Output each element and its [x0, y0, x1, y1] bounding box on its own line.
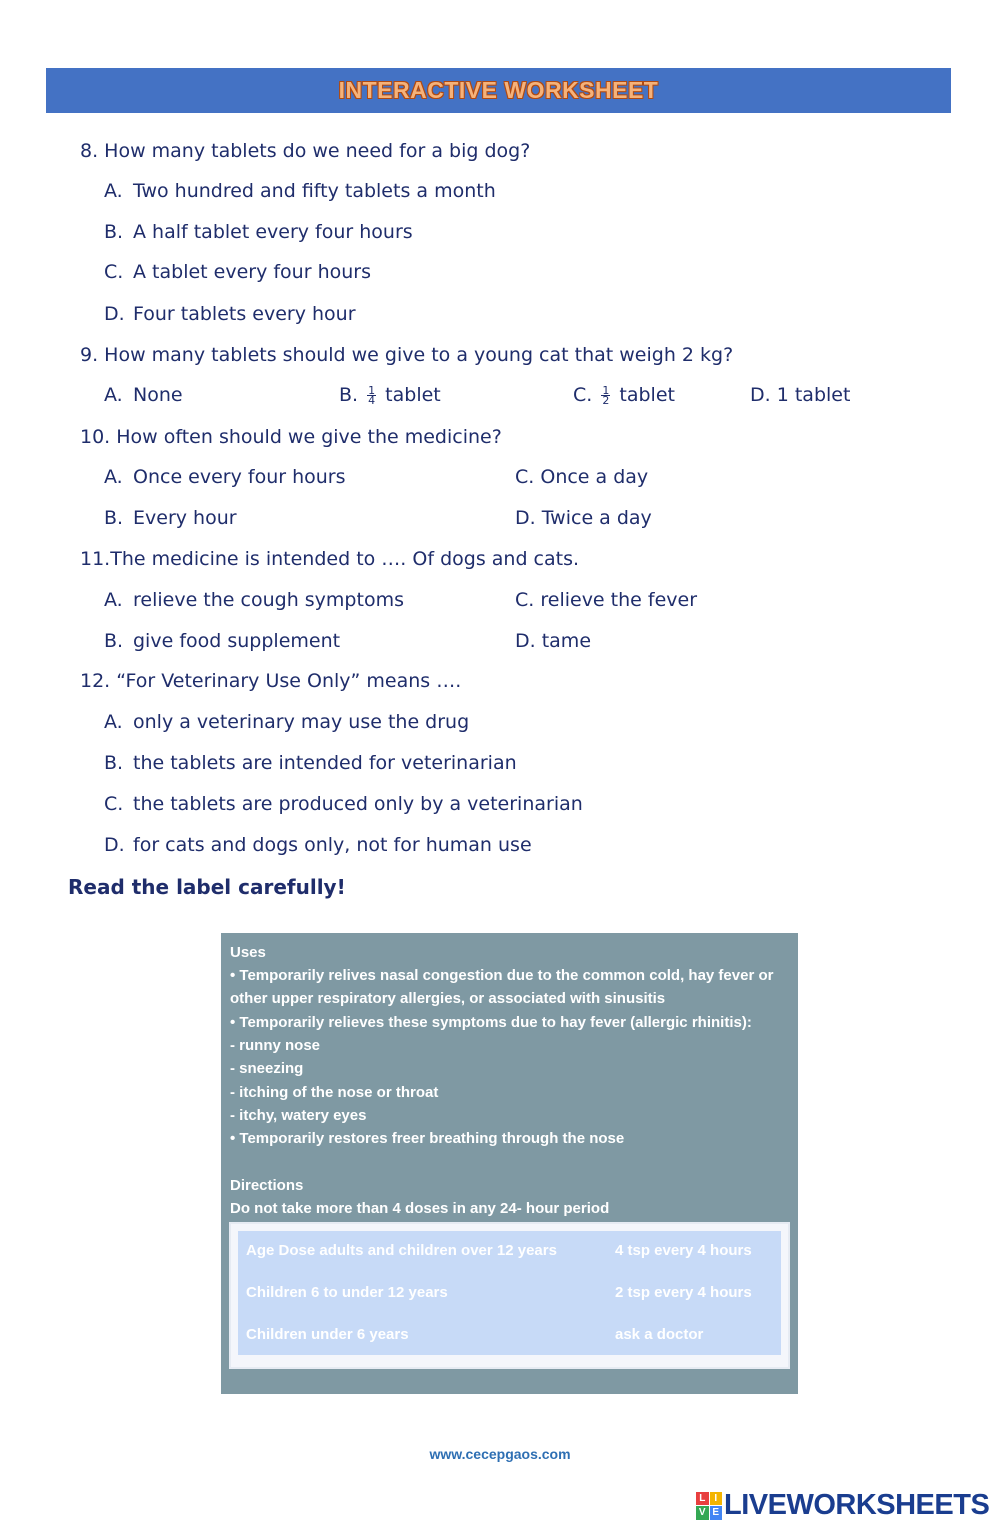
liveworksheets-brand[interactable] — [696, 1489, 989, 1522]
option-text: Twice a day — [541, 507, 652, 529]
q9-option-b[interactable] — [339, 383, 441, 407]
option-text: only a veterinary may use the drug — [133, 711, 470, 733]
option-letter: A. — [104, 466, 123, 488]
q12-option-d[interactable] — [104, 833, 532, 857]
label-line: • Temporarily restores freer breathing through the nose — [230, 1130, 625, 1147]
q11-option-c[interactable] — [515, 588, 697, 612]
q8-option-a[interactable] — [104, 179, 496, 203]
option-letter: D. — [515, 507, 536, 529]
q11-option-a[interactable] — [104, 588, 404, 612]
dose-table-frame — [229, 1222, 790, 1369]
q11-option-d[interactable] — [515, 629, 591, 653]
q12-option-b[interactable] — [104, 751, 517, 775]
dose-row — [238, 1315, 781, 1357]
question-10: 10. How often should we give the medicine? — [80, 426, 502, 448]
question-9: 9. How many tablets should we give to a young cat that weigh 2 kg? — [80, 344, 734, 366]
option-text: relieve the fever — [540, 589, 698, 611]
logo-letter: V — [696, 1506, 709, 1520]
q10-option-d[interactable] — [515, 506, 652, 530]
question-11: 11.The medicine is intended to …. Of dogs and cats. — [80, 548, 580, 570]
q8-option-c[interactable] — [104, 260, 371, 284]
fraction-quarter: $\frac{1}{4}$ — [368, 384, 376, 407]
option-letter: B. — [104, 507, 124, 529]
option-text: Every hour — [133, 507, 237, 529]
option-letter: A. — [104, 180, 123, 202]
option-letter: C. — [104, 261, 124, 283]
q10-option-b[interactable] — [104, 506, 237, 530]
liveworksheets-logo-icon — [696, 1492, 722, 1520]
label-line: - sneezing — [230, 1060, 304, 1077]
q8-option-b[interactable] — [104, 220, 413, 244]
section-title: Read the label carefully! — [68, 875, 346, 899]
dose-amount: 4 tsp every 4 hours — [615, 1242, 752, 1259]
label-line: - itchy, watery eyes — [230, 1107, 367, 1124]
option-letter: D. — [104, 303, 125, 325]
option-text: Once every four hours — [133, 466, 346, 488]
q9-option-d[interactable] — [750, 383, 850, 407]
option-text: None — [133, 384, 183, 406]
question-8: 8. How many tablets do we need for a big dog? — [80, 140, 531, 162]
option-text: relieve the cough symptoms — [133, 589, 404, 611]
option-letter: A. — [104, 589, 123, 611]
label-directions-text: Do not take more than 4 doses in any 24- hour period — [230, 1200, 610, 1217]
q12-option-c[interactable] — [104, 792, 583, 816]
brand-name: LIVEWORKSHEETS — [724, 1489, 990, 1521]
option-letter: D. — [750, 384, 771, 406]
q10-option-c[interactable] — [515, 465, 648, 489]
q9-option-c[interactable] — [573, 383, 675, 407]
option-text: 1 tablet — [776, 384, 851, 406]
dose-row — [238, 1273, 781, 1315]
dose-group: Children under 6 years — [246, 1326, 409, 1343]
option-text: give food supplement — [133, 630, 341, 652]
option-letter: C. — [515, 466, 535, 488]
option-letter: A. — [104, 384, 123, 406]
option-letter: C. — [573, 384, 593, 406]
option-letter: C. — [515, 589, 535, 611]
label-directions-heading: Directions — [230, 1177, 304, 1194]
option-text: for cats and dogs only, not for human use — [133, 834, 532, 856]
q11-option-b[interactable] — [104, 629, 340, 653]
medicine-label — [221, 933, 798, 1394]
option-letter: D. — [104, 834, 125, 856]
header-banner — [46, 68, 951, 113]
option-letter: B. — [104, 221, 124, 243]
option-letter: A. — [104, 711, 123, 733]
label-line: - itching of the nose or throat — [230, 1084, 439, 1101]
worksheet-title: INTERACTIVE WORKSHEET — [338, 77, 659, 103]
label-line: • Temporarily relieves these symptoms due to hay fever (allergic rhinitis): — [230, 1014, 752, 1031]
dose-group: Age Dose adults and children over 12 years — [246, 1242, 557, 1259]
option-text: A half tablet every four hours — [133, 221, 413, 243]
logo-letter: L — [696, 1492, 709, 1506]
label-line: other upper respiratory allergies, or associated with sinusitis — [230, 990, 666, 1007]
question-12: 12. “For Veterinary Use Only” means …. — [80, 670, 462, 692]
dose-row — [238, 1231, 781, 1273]
label-line: • Temporarily relives nasal congestion due to the common cold, hay fever or — [230, 967, 774, 984]
option-text: tablet — [385, 384, 441, 406]
option-text: A tablet every four hours — [133, 261, 371, 283]
option-letter: B. — [104, 752, 124, 774]
footer-url[interactable]: www.cecepgaos.com — [429, 1446, 571, 1462]
dose-table — [238, 1231, 781, 1355]
dose-group: Children 6 to under 12 years — [246, 1284, 448, 1301]
option-text: Once a day — [540, 466, 649, 488]
q12-option-a[interactable] — [104, 710, 469, 734]
q10-option-a[interactable] — [104, 465, 346, 489]
option-letter: D. — [515, 630, 536, 652]
option-text: tablet — [619, 384, 675, 406]
logo-letter: I — [710, 1492, 723, 1506]
option-text: tame — [541, 630, 592, 652]
dose-amount: 2 tsp every 4 hours — [615, 1284, 752, 1301]
option-text: the tablets are intended for veterinarian — [133, 752, 517, 774]
logo-letter: E — [710, 1506, 723, 1520]
dose-amount: ask a doctor — [615, 1326, 704, 1343]
option-letter: C. — [104, 793, 124, 815]
option-letter: B. — [339, 384, 359, 406]
q8-option-d[interactable] — [104, 302, 356, 326]
option-text: Four tablets every hour — [133, 303, 356, 325]
option-text: the tablets are produced only by a veterinarian — [133, 793, 583, 815]
option-text: Two hundred and fifty tablets a month — [133, 180, 496, 202]
label-line: - runny nose — [230, 1037, 321, 1054]
fraction-half: $\frac{1}{2}$ — [602, 384, 610, 407]
q9-option-a[interactable] — [104, 383, 183, 407]
option-letter: B. — [104, 630, 124, 652]
label-uses-heading: Uses — [230, 944, 266, 961]
